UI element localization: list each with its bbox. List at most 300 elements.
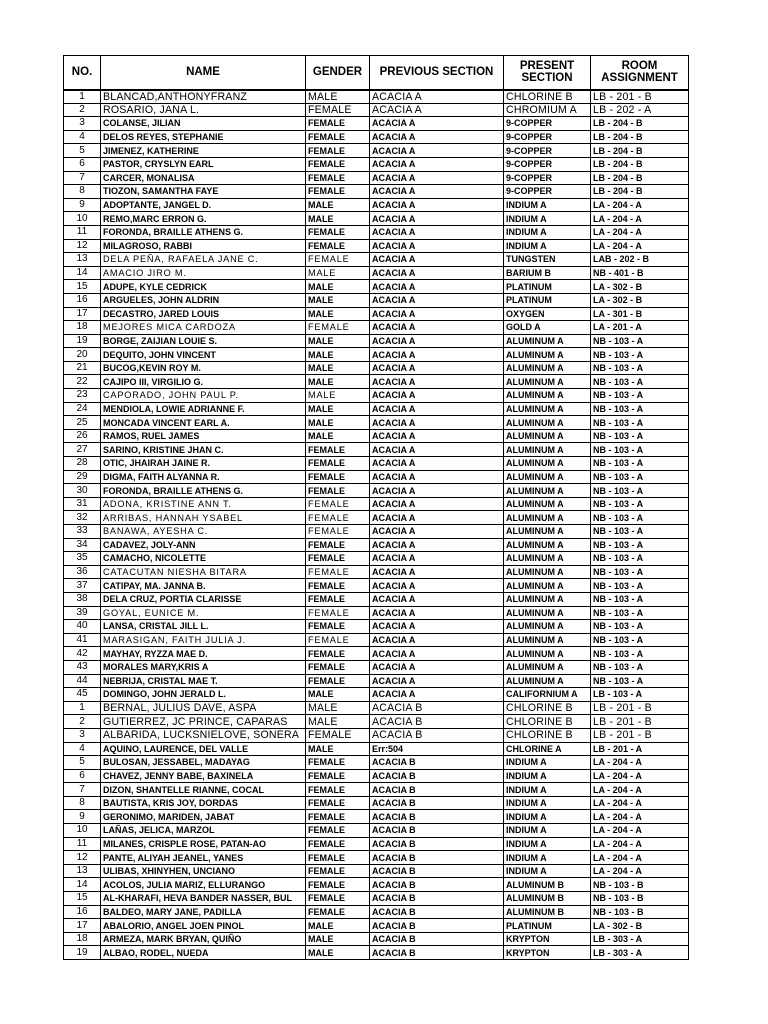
table-row [64, 565, 689, 579]
student-name: BORGE, ZAIJIAN LOUIE S. [101, 334, 306, 348]
room-assignment: NB - 103 - A [591, 620, 689, 634]
present-section: ALUMINUM A [504, 538, 591, 552]
room-assignment: LB - 204 - B [591, 185, 689, 199]
present-section: 9-COPPER [504, 130, 591, 144]
previous-section: ACACIA A [370, 647, 504, 661]
student-name: MEJORES MICA CARDOZA [101, 321, 306, 335]
present-section: CHLORINE B [504, 701, 591, 715]
table-row [64, 633, 689, 647]
room-assignment: NB - 103 - A [591, 348, 689, 362]
student-name: CAMACHO, NICOLETTE [101, 552, 306, 566]
student-gender: FEMALE [306, 497, 370, 511]
previous-section: ACACIA A [370, 416, 504, 430]
row-number: 7 [64, 171, 101, 185]
student-gender: FEMALE [306, 565, 370, 579]
table-row [64, 361, 689, 375]
present-section: ALUMINUM A [504, 389, 591, 403]
student-gender: FEMALE [306, 837, 370, 851]
student-name: AQUINO, LAURENCE, DEL VALLE [101, 742, 306, 756]
student-name: AL-KHARAFI, HEVA BANDER NASSER, BUL [101, 892, 306, 906]
row-number: 10 [64, 824, 101, 838]
table-row [64, 198, 689, 212]
student-name: CATACUTAN NIESHA BITARA [101, 565, 306, 579]
previous-section: ACACIA A [370, 348, 504, 362]
table-row [64, 715, 689, 729]
student-gender: FEMALE [306, 783, 370, 797]
row-number: 45 [64, 688, 101, 702]
present-section: ALUMINUM A [504, 361, 591, 375]
student-name: CATIPAY, MA. JANNA B. [101, 579, 306, 593]
row-number: 28 [64, 457, 101, 471]
table-row [64, 321, 689, 335]
table-row [64, 769, 689, 783]
row-number: 17 [64, 307, 101, 321]
student-name: ROSARIO, JANA L. [101, 103, 306, 117]
room-assignment: LB - 103 - A [591, 688, 689, 702]
student-name: DELA CRUZ, PORTIA CLARISSE [101, 592, 306, 606]
student-name: ULIBAS, XHINYHEN, UNCIANO [101, 864, 306, 878]
row-number: 2 [64, 715, 101, 729]
student-name: CHAVEZ, JENNY BABE, BAXINELA [101, 769, 306, 783]
room-assignment: NB - 103 - A [591, 538, 689, 552]
student-name: PANTE, ALIYAH JEANEL, YANES [101, 851, 306, 865]
present-section: ALUMINUM A [504, 416, 591, 430]
row-number: 21 [64, 361, 101, 375]
table-row [64, 647, 689, 661]
student-gender: MALE [306, 416, 370, 430]
present-section: GOLD A [504, 321, 591, 335]
room-assignment: NB - 103 - A [591, 592, 689, 606]
row-number: 7 [64, 783, 101, 797]
present-section: INDIUM A [504, 810, 591, 824]
header-gender: GENDER [306, 56, 370, 90]
student-gender: FEMALE [306, 552, 370, 566]
row-number: 41 [64, 633, 101, 647]
room-assignment: LB - 204 - B [591, 117, 689, 131]
row-number: 8 [64, 185, 101, 199]
row-number: 32 [64, 511, 101, 525]
present-section: PLATINUM [504, 293, 591, 307]
room-assignment: LA - 204 - A [591, 824, 689, 838]
room-assignment: NB - 103 - A [591, 334, 689, 348]
section-assignment-table [63, 55, 689, 960]
table-row [64, 592, 689, 606]
table-header [64, 56, 689, 90]
student-gender: FEMALE [306, 864, 370, 878]
room-assignment: LA - 204 - A [591, 851, 689, 865]
row-number: 12 [64, 851, 101, 865]
room-assignment: LAB - 202 - B [591, 253, 689, 267]
student-name: BUCOG,KEVIN ROY M. [101, 361, 306, 375]
present-section: ALUMINUM A [504, 497, 591, 511]
student-gender: FEMALE [306, 878, 370, 892]
present-section: ALUMINUM A [504, 402, 591, 416]
student-name: MARASIGAN, FAITH JULIA J. [101, 633, 306, 647]
table-row [64, 674, 689, 688]
table-row [64, 144, 689, 158]
row-number: 29 [64, 470, 101, 484]
room-assignment: LA - 204 - A [591, 769, 689, 783]
table-row [64, 538, 689, 552]
table-row [64, 742, 689, 756]
room-assignment: LB - 201 - B [591, 701, 689, 715]
table-row [64, 878, 689, 892]
student-gender: FEMALE [306, 225, 370, 239]
present-section: ALUMINUM A [504, 579, 591, 593]
room-assignment: LA - 204 - A [591, 796, 689, 810]
row-number: 23 [64, 389, 101, 403]
row-number: 18 [64, 321, 101, 335]
student-name: TIOZON, SAMANTHA FAYE [101, 185, 306, 199]
previous-section: ACACIA A [370, 633, 504, 647]
table-row [64, 253, 689, 267]
room-assignment: LA - 302 - B [591, 919, 689, 933]
student-name: ACOLOS, JULIA MARIZ, ELLURANGO [101, 878, 306, 892]
previous-section: ACACIA B [370, 810, 504, 824]
row-number: 15 [64, 280, 101, 294]
row-number: 20 [64, 348, 101, 362]
table-row [64, 824, 689, 838]
table-row [64, 810, 689, 824]
room-assignment: LB - 204 - B [591, 157, 689, 171]
student-name: CAPORADO, JOHN PAUL P. [101, 389, 306, 403]
student-gender: FEMALE [306, 660, 370, 674]
room-assignment: LA - 301 - B [591, 307, 689, 321]
present-section: ALUMINUM A [504, 443, 591, 457]
student-gender: MALE [306, 334, 370, 348]
room-assignment: LB - 303 - A [591, 946, 689, 960]
present-section: ALUMINUM A [504, 633, 591, 647]
room-assignment: NB - 103 - A [591, 552, 689, 566]
room-assignment: LB - 303 - A [591, 932, 689, 946]
student-name: ALBAO, RODEL, NUEDA [101, 946, 306, 960]
present-section: ALUMINUM A [504, 620, 591, 634]
student-name: DEQUITO, JOHN VINCENT [101, 348, 306, 362]
present-section: PLATINUM [504, 280, 591, 294]
room-assignment: LA - 302 - B [591, 280, 689, 294]
student-gender: MALE [306, 212, 370, 226]
student-name: BANAWA, AYESHA C. [101, 525, 306, 539]
table-row [64, 185, 689, 199]
student-name: BERNAL, JULIUS DAVE, ASPA [101, 701, 306, 715]
row-number: 33 [64, 525, 101, 539]
row-number: 35 [64, 552, 101, 566]
room-assignment: NB - 103 - B [591, 892, 689, 906]
room-assignment: LA - 302 - B [591, 293, 689, 307]
previous-section: ACACIA A [370, 212, 504, 226]
present-section: 9-COPPER [504, 157, 591, 171]
student-name: ABALORIO, ANGEL JOEN PINOL [101, 919, 306, 933]
student-name: SARINO, KRISTINE JHAN C. [101, 443, 306, 457]
student-name: PASTOR, CRYSLYN EARL [101, 157, 306, 171]
row-number: 9 [64, 198, 101, 212]
student-gender: FEMALE [306, 905, 370, 919]
present-section: ALUMINUM A [504, 511, 591, 525]
student-gender: MALE [306, 919, 370, 933]
student-name: MAYHAY, RYZZA MAE D. [101, 647, 306, 661]
row-number: 25 [64, 416, 101, 430]
present-section: 9-COPPER [504, 117, 591, 131]
present-section: INDIUM A [504, 756, 591, 770]
student-gender: FEMALE [306, 443, 370, 457]
row-number: 22 [64, 375, 101, 389]
previous-section: ACACIA A [370, 266, 504, 280]
student-gender: MALE [306, 307, 370, 321]
previous-section: ACACIA B [370, 892, 504, 906]
table-row [64, 470, 689, 484]
student-name: ADONA, KRISTINE ANN T. [101, 497, 306, 511]
previous-section: ACACIA B [370, 919, 504, 933]
table-row [64, 511, 689, 525]
table-row [64, 280, 689, 294]
student-name: NEBRIJA, CRISTAL MAE T. [101, 674, 306, 688]
previous-section: ACACIA B [370, 851, 504, 865]
student-gender: MALE [306, 429, 370, 443]
room-assignment: NB - 103 - A [591, 606, 689, 620]
row-number: 16 [64, 905, 101, 919]
student-name: REMO,MARC ERRON G. [101, 212, 306, 226]
room-assignment: LA - 204 - A [591, 198, 689, 212]
table-row [64, 171, 689, 185]
student-gender: FEMALE [306, 810, 370, 824]
room-assignment: NB - 103 - B [591, 878, 689, 892]
table-row [64, 239, 689, 253]
row-number: 24 [64, 402, 101, 416]
present-section: INDIUM A [504, 837, 591, 851]
student-gender: MALE [306, 402, 370, 416]
table-row [64, 756, 689, 770]
row-number: 11 [64, 225, 101, 239]
student-gender: FEMALE [306, 130, 370, 144]
previous-section: Err:504 [370, 742, 504, 756]
room-assignment: LB - 204 - B [591, 144, 689, 158]
student-gender: FEMALE [306, 103, 370, 117]
header-no: NO. [64, 56, 101, 90]
student-name: DELA PEÑA, RAFAELA JANE C. [101, 253, 306, 267]
student-name: GUTIERREZ, JC PRINCE, CAPARAS [101, 715, 306, 729]
student-gender: FEMALE [306, 647, 370, 661]
table-row [64, 225, 689, 239]
row-number: 17 [64, 919, 101, 933]
room-assignment: NB - 103 - A [591, 647, 689, 661]
room-assignment: LA - 204 - A [591, 239, 689, 253]
room-assignment: NB - 103 - A [591, 402, 689, 416]
table-row [64, 552, 689, 566]
row-number: 40 [64, 620, 101, 634]
student-name: BALDEO, MARY JANE, PADILLA [101, 905, 306, 919]
present-section: BARIUM B [504, 266, 591, 280]
row-number: 44 [64, 674, 101, 688]
row-number: 27 [64, 443, 101, 457]
table-row [64, 688, 689, 702]
header-room-assignment: ROOM ASSIGNMENT [591, 56, 689, 90]
student-name: GOYAL, EUNICE M. [101, 606, 306, 620]
previous-section: ACACIA B [370, 878, 504, 892]
table-row [64, 919, 689, 933]
student-gender: FEMALE [306, 117, 370, 131]
student-gender: FEMALE [306, 769, 370, 783]
table-row [64, 946, 689, 960]
student-name: ARGUELES, JOHN ALDRIN [101, 293, 306, 307]
present-section: ALUMINUM A [504, 334, 591, 348]
present-section: ALUMINUM A [504, 484, 591, 498]
present-section: INDIUM A [504, 796, 591, 810]
room-assignment: NB - 401 - B [591, 266, 689, 280]
room-assignment: LA - 204 - A [591, 225, 689, 239]
row-number: 31 [64, 497, 101, 511]
student-gender: FEMALE [306, 756, 370, 770]
student-name: ADOPTANTE, JANGEL D. [101, 198, 306, 212]
table-row [64, 130, 689, 144]
header-present-section: PRESENT SECTION [504, 56, 591, 90]
present-section: ALUMINUM A [504, 348, 591, 362]
student-name: MONCADA VINCENT EARL A. [101, 416, 306, 430]
student-name: DELOS REYES, STEPHANIE [101, 130, 306, 144]
row-number: 6 [64, 157, 101, 171]
previous-section: ACACIA B [370, 905, 504, 919]
table-row [64, 348, 689, 362]
student-gender: MALE [306, 946, 370, 960]
previous-section: ACACIA A [370, 429, 504, 443]
student-gender: FEMALE [306, 484, 370, 498]
room-assignment: NB - 103 - A [591, 375, 689, 389]
row-number: 37 [64, 579, 101, 593]
row-number: 14 [64, 266, 101, 280]
row-number: 18 [64, 932, 101, 946]
present-section: CHLORINE B [504, 715, 591, 729]
student-gender: FEMALE [306, 728, 370, 742]
table-row [64, 90, 689, 104]
student-gender: FEMALE [306, 171, 370, 185]
previous-section: ACACIA B [370, 796, 504, 810]
room-assignment: LB - 204 - B [591, 130, 689, 144]
previous-section: ACACIA A [370, 565, 504, 579]
room-assignment: LB - 204 - B [591, 171, 689, 185]
room-assignment: LA - 204 - A [591, 783, 689, 797]
present-section: ALUMINUM A [504, 606, 591, 620]
previous-section: ACACIA A [370, 171, 504, 185]
room-assignment: LA - 204 - A [591, 212, 689, 226]
present-section: ALUMINUM A [504, 552, 591, 566]
row-number: 10 [64, 212, 101, 226]
previous-section: ACACIA A [370, 334, 504, 348]
present-section: ALUMINUM A [504, 674, 591, 688]
room-assignment: NB - 103 - A [591, 660, 689, 674]
table-row [64, 266, 689, 280]
present-section: INDIUM A [504, 212, 591, 226]
previous-section: ACACIA B [370, 824, 504, 838]
room-assignment: NB - 103 - A [591, 470, 689, 484]
previous-section: ACACIA A [370, 620, 504, 634]
present-section: INDIUM A [504, 769, 591, 783]
student-name: ARRIBAS, HANNAH YSABEL [101, 511, 306, 525]
room-assignment: LA - 204 - A [591, 810, 689, 824]
previous-section: ACACIA A [370, 361, 504, 375]
header-previous-section: PREVIOUS SECTION [370, 56, 504, 90]
present-section: ALUMINUM A [504, 525, 591, 539]
student-gender: MALE [306, 688, 370, 702]
table-row [64, 701, 689, 715]
student-gender: FEMALE [306, 253, 370, 267]
previous-section: ACACIA A [370, 103, 504, 117]
previous-section: ACACIA A [370, 688, 504, 702]
student-name: FORONDA, BRAILLE ATHENS G. [101, 225, 306, 239]
room-assignment: LB - 202 - A [591, 103, 689, 117]
previous-section: ACACIA A [370, 511, 504, 525]
previous-section: ACACIA A [370, 280, 504, 294]
previous-section: ACACIA A [370, 579, 504, 593]
previous-section: ACACIA A [370, 253, 504, 267]
room-assignment: LA - 201 - A [591, 321, 689, 335]
row-number: 4 [64, 742, 101, 756]
room-assignment: NB - 103 - A [591, 565, 689, 579]
present-section: ALUMINUM B [504, 878, 591, 892]
present-section: KRYPTON [504, 932, 591, 946]
student-gender: FEMALE [306, 579, 370, 593]
row-number: 39 [64, 606, 101, 620]
student-gender: MALE [306, 90, 370, 104]
table-row [64, 497, 689, 511]
present-section: INDIUM A [504, 783, 591, 797]
previous-section: ACACIA A [370, 321, 504, 335]
student-name: MILAGROSO, RABBI [101, 239, 306, 253]
student-gender: FEMALE [306, 620, 370, 634]
student-gender: FEMALE [306, 321, 370, 335]
student-gender: FEMALE [306, 796, 370, 810]
room-assignment: LA - 204 - A [591, 864, 689, 878]
student-gender: FEMALE [306, 892, 370, 906]
present-section: ALUMINUM A [504, 470, 591, 484]
student-name: DOMINGO, JOHN JERALD L. [101, 688, 306, 702]
previous-section: ACACIA B [370, 701, 504, 715]
row-number: 13 [64, 253, 101, 267]
student-gender: MALE [306, 715, 370, 729]
student-name: CADAVEZ, JOLY-ANN [101, 538, 306, 552]
table-row [64, 293, 689, 307]
student-gender: MALE [306, 375, 370, 389]
student-name: BLANCAD,ANTHONYFRANZ [101, 90, 306, 104]
row-number: 5 [64, 144, 101, 158]
row-number: 19 [64, 946, 101, 960]
student-gender: MALE [306, 198, 370, 212]
table-row [64, 892, 689, 906]
room-assignment: LA - 204 - A [591, 756, 689, 770]
table-row [64, 837, 689, 851]
student-name: DECASTRO, JARED LOUIS [101, 307, 306, 321]
row-number: 19 [64, 334, 101, 348]
student-gender: FEMALE [306, 538, 370, 552]
row-number: 3 [64, 728, 101, 742]
student-name: FORONDA, BRAILLE ATHENS G. [101, 484, 306, 498]
student-gender: FEMALE [306, 185, 370, 199]
previous-section: ACACIA A [370, 484, 504, 498]
student-gender: MALE [306, 293, 370, 307]
student-gender: FEMALE [306, 851, 370, 865]
table-row [64, 117, 689, 131]
present-section: CHROMIUM A [504, 103, 591, 117]
table-row [64, 389, 689, 403]
student-gender: FEMALE [306, 633, 370, 647]
table-row [64, 334, 689, 348]
present-section: INDIUM A [504, 851, 591, 865]
present-section: ALUMINUM A [504, 457, 591, 471]
previous-section: ACACIA B [370, 837, 504, 851]
student-name: ARMEZA, MARK BRYAN, QUIÑO [101, 932, 306, 946]
row-number: 8 [64, 796, 101, 810]
row-number: 38 [64, 592, 101, 606]
previous-section: ACACIA A [370, 157, 504, 171]
student-name: CARCER, MONALISA [101, 171, 306, 185]
